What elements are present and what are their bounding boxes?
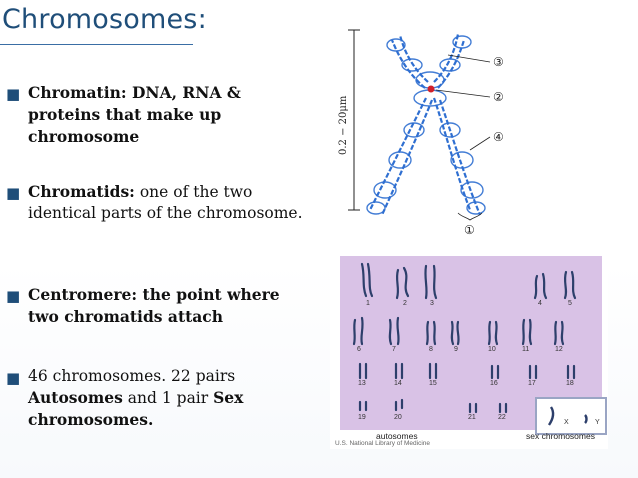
pair-number: 5 [568, 300, 572, 307]
pair-number: 13 [358, 380, 366, 387]
chromosome-pair-10 [489, 322, 497, 344]
scale-label: 0.2 − 20μm [338, 95, 349, 155]
upper-left-arm [392, 35, 428, 88]
y-chromosome [585, 415, 587, 423]
bullet-marker-icon: ■ [6, 85, 21, 103]
chromosome-pair-2 [397, 268, 408, 298]
chromosome-pair-13 [360, 364, 366, 378]
bullet-marker-icon: ■ [6, 184, 21, 202]
count-text: 46 chromosomes. 22 pairs [28, 367, 236, 385]
chromosome-pair-3 [425, 266, 436, 298]
sex-chromosomes-svg [537, 399, 605, 433]
chromosome-pair-12 [555, 322, 563, 344]
y-label: Y [595, 419, 600, 426]
autosomes-term: Autosomes [28, 388, 123, 407]
bullet-chromatin [6, 82, 311, 148]
slide-title: Chromosomes: [2, 4, 207, 35]
pair-number: 7 [392, 346, 396, 353]
count-mid-text: and 1 pair [122, 389, 214, 407]
callout-1: ① [464, 223, 475, 237]
chromosome-pair-20 [396, 400, 402, 410]
chromatids-term: Chromatids: [28, 182, 135, 201]
pair-number: 11 [522, 346, 530, 353]
title-underline [0, 44, 193, 45]
bullet-chromosome-count [6, 366, 311, 431]
pair-number: 21 [468, 414, 476, 421]
pair-number: 4 [538, 300, 542, 307]
chromosome-pair-15 [430, 364, 436, 378]
chromosome-pair-21 [470, 404, 476, 412]
pair-number: 18 [566, 380, 574, 387]
callout-line-3 [448, 55, 490, 62]
pair-number: 19 [358, 414, 366, 421]
pair-number: 2 [403, 300, 407, 307]
upper-right-arm [434, 34, 464, 88]
coil-loop [404, 123, 424, 137]
pair-number: 10 [488, 346, 496, 353]
centromere-dot [428, 86, 435, 93]
karyotype-panel [340, 256, 602, 430]
image-credit: U.S. National Library of Medicine [335, 440, 431, 447]
chromatids-definition: one of the two identical parts of the chromosome. [28, 183, 303, 222]
chromosome-pair-14 [396, 364, 402, 378]
chromosome-pair-19 [360, 402, 366, 410]
coil-loops [367, 36, 485, 214]
chromosome-pair-17 [530, 366, 536, 378]
x-chromosome [549, 407, 553, 425]
pair-number: 16 [490, 380, 498, 387]
chromosome-pair-22 [500, 404, 506, 412]
chromosome-pair-1 [362, 264, 372, 296]
pair-number: 20 [394, 414, 402, 421]
bullet-centromere [6, 284, 311, 328]
sex-term: Sex [213, 388, 244, 407]
coil-loop [367, 202, 385, 214]
chromosome-shape [370, 34, 480, 215]
pair-number: 22 [498, 414, 506, 421]
chromosome-pair-9 [452, 322, 459, 344]
chromosome-pair-6 [354, 318, 363, 344]
chromosome-pair-8 [427, 322, 435, 344]
callout-4: ④ [493, 130, 504, 144]
coil-loop [440, 59, 460, 71]
callout-3: ③ [493, 55, 504, 69]
x-label: X [564, 419, 569, 426]
centromere-definition: Centromere: the point where two chromatids attach [28, 285, 280, 326]
bullet-marker-icon: ■ [6, 287, 21, 305]
chromosome-pair-18 [568, 366, 574, 378]
chromosome-pair-7 [390, 318, 399, 344]
callout-line-4 [470, 137, 490, 150]
chromosomes-term: chromosomes. [28, 410, 154, 429]
pair-number: 9 [454, 346, 458, 353]
pair-number: 1 [366, 300, 370, 307]
chromosome-pair-4 [535, 274, 546, 298]
bullet-chromatids [6, 181, 311, 224]
autosomes-label: autosomes [376, 431, 418, 441]
bullet-marker-icon: ■ [6, 369, 21, 387]
pair-number: 14 [394, 380, 402, 387]
pair-number: 15 [429, 380, 437, 387]
sex-chromosomes-label: sex chromosomes [526, 431, 595, 441]
callout-2: ② [493, 90, 504, 104]
pair-number: 8 [429, 346, 433, 353]
pair-number: 12 [555, 346, 563, 353]
chromatin-definition: Chromatin: DNA, RNA & proteins that make up chromosome [28, 83, 241, 146]
chromosome-pair-16 [492, 366, 498, 378]
pair-number: 3 [430, 300, 434, 307]
sex-chromosome-box [535, 397, 607, 435]
chromosome-pair-5 [565, 272, 575, 298]
pair-number: 17 [528, 380, 536, 387]
chromosome-diagram-svg [330, 20, 530, 240]
chromosome-diagram [330, 20, 530, 240]
chromosome-pair-11 [523, 320, 531, 344]
coil-loop [416, 72, 444, 88]
pair-number: 6 [357, 346, 361, 353]
karyotype-figure [330, 249, 608, 449]
